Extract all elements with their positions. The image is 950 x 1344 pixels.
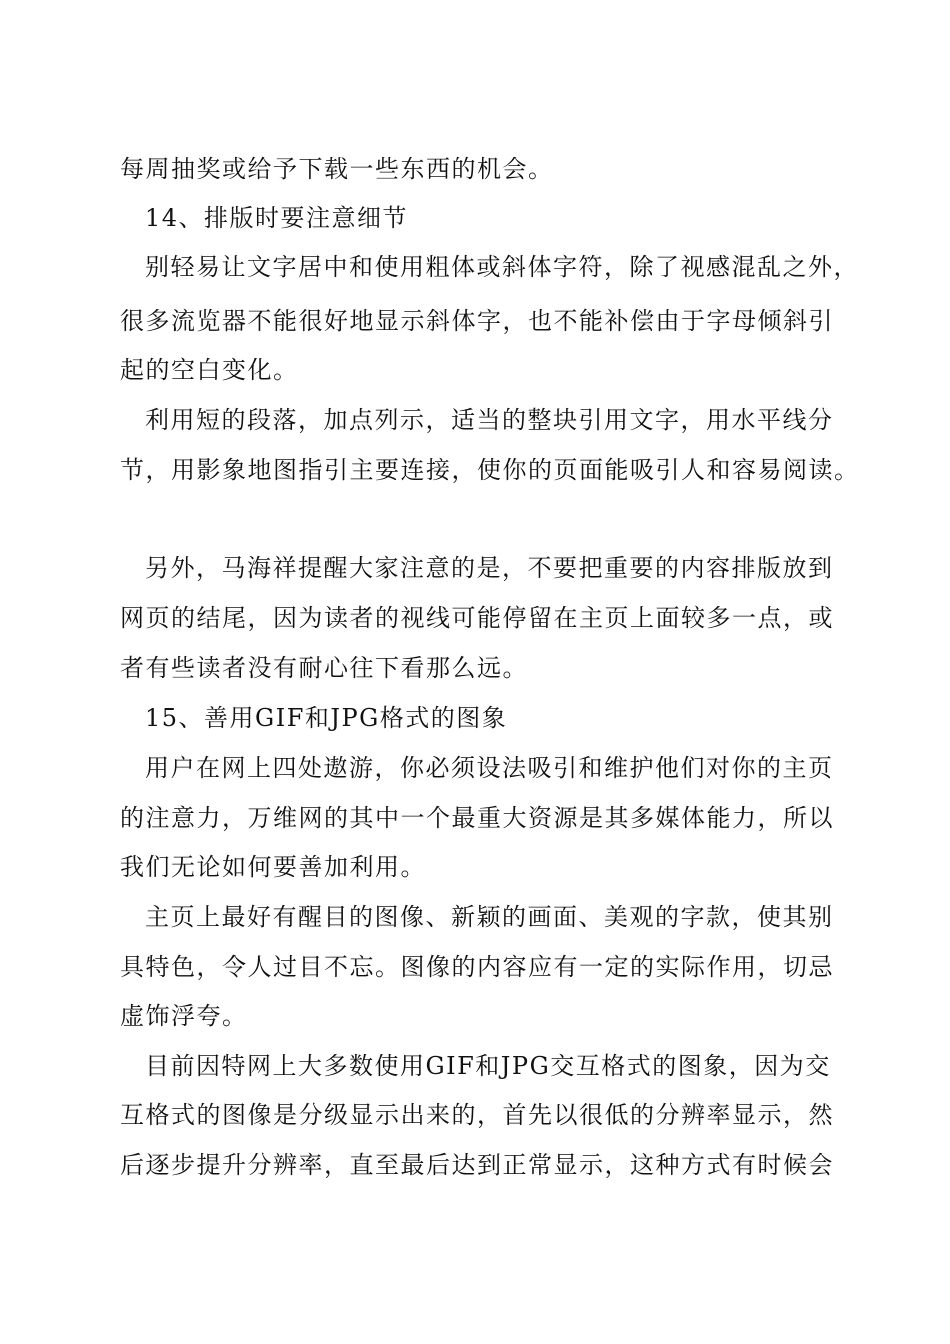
section-heading: 15、善用GIF和JPG格式的图象	[145, 704, 508, 732]
text-line: 网页的结尾，因为读者的视线可能停留在主页上面较多一点，或	[120, 604, 834, 632]
text-line: 另外，马海祥提醒大家注意的是，不要把重要的内容排版放到	[145, 554, 834, 582]
text-line: 很多流览器不能很好地显示斜体字，也不能补偿由于字母倾斜引	[120, 307, 834, 335]
text-line: 利用短的段落，加点列示，适当的整块引用文字，用水平线分	[145, 406, 834, 434]
text-line: 者有些读者没有耐心往下看那么远。	[120, 654, 528, 682]
text-line: 节，用影象地图指引主要连接，使你的页面能吸引人和容易阅读。	[120, 456, 860, 484]
text-line: 主页上最好有醒目的图像、新颖的画面、美观的字款，使其别	[145, 903, 834, 931]
text-line: 起的空白变化。	[120, 356, 299, 384]
text-line: 用户在网上四处遨游，你必须设法吸引和维护他们对你的主页	[145, 754, 834, 782]
text-line: 后逐步提升分辨率，直至最后达到正常显示，这种方式有时候会	[120, 1151, 834, 1179]
text-line: 的注意力，万维网的其中一个最重大资源是其多媒体能力，所以	[120, 804, 834, 832]
text-line: 每周抽奖或给予下载一些东西的机会。	[120, 155, 554, 183]
text-line: 别轻易让文字居中和使用粗体或斜体字符，除了视感混乱之外，	[145, 253, 859, 281]
text-line: 虚饰浮夸。	[120, 1002, 248, 1030]
text-line: 目前因特网上大多数使用GIF和JPG交互格式的图象，因为交	[145, 1052, 831, 1080]
text-line: 互格式的图像是分级显示出来的，首先以很低的分辨率显示，然	[120, 1101, 834, 1129]
text-line: 我们无论如何要善加利用。	[120, 853, 426, 881]
section-heading: 14、排版时要注意细节	[145, 204, 409, 232]
text-line: 具特色，令人过目不忘。图像的内容应有一定的实际作用，切忌	[120, 953, 834, 981]
